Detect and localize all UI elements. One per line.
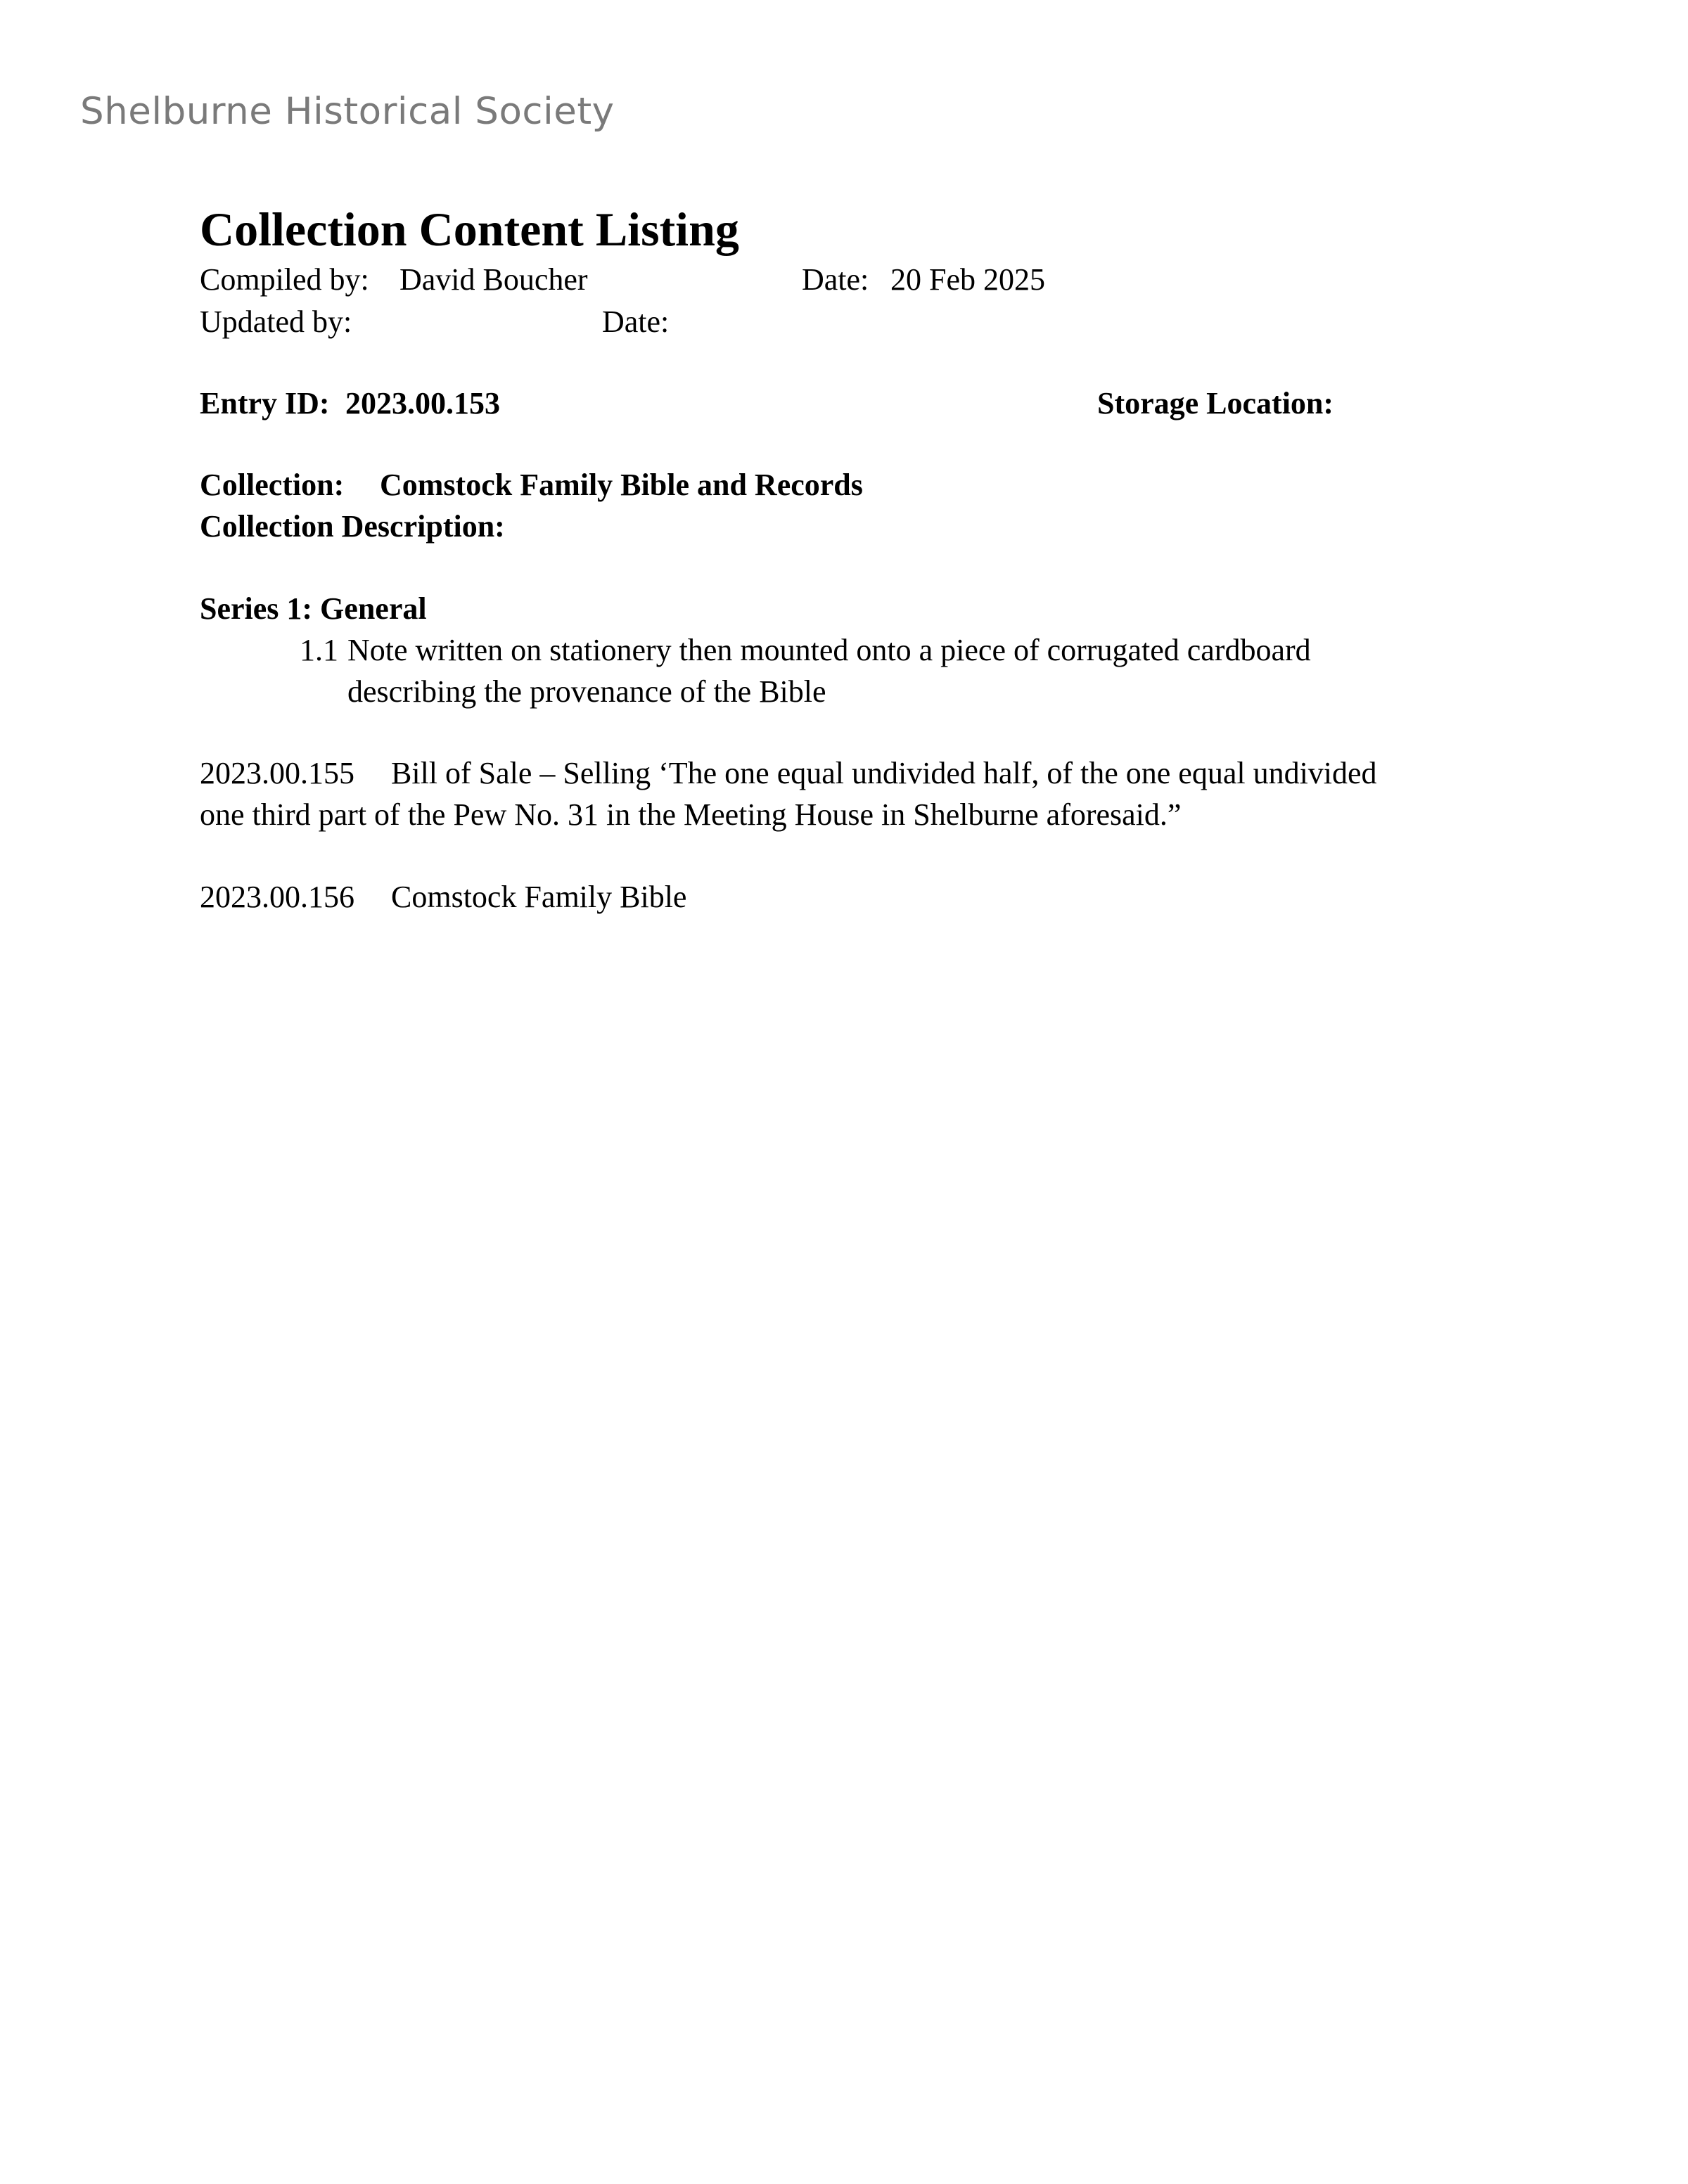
collection-label: Collection:: [200, 468, 345, 502]
updated-date-label: Date:: [602, 304, 670, 339]
entry-id: 2023.00.155: [200, 756, 354, 790]
entry-id-label: Entry ID:: [200, 386, 330, 420]
entry-text-line2: one third part of the Pew No. 31 in the Meeting House in Shelburne aforesaid.”: [200, 797, 1182, 832]
entry-text-line1: Comstock Family Bible: [391, 880, 687, 914]
series-heading: Series 1: General: [200, 591, 427, 626]
organization-header: Shelburne Historical Society: [80, 90, 615, 133]
compiled-date-value: 20 Feb 2025: [890, 262, 1045, 297]
series-item-text-line1: Note written on stationery then mounted onto a piece of corrugated cardboard: [347, 633, 1311, 667]
series-item-number: 1.1: [300, 633, 338, 667]
storage-location-label: Storage Location:: [1097, 386, 1334, 420]
compiled-date-label: Date:: [802, 262, 869, 297]
entry-text-line1: Bill of Sale – Selling ‘The one equal undivided half, of the one equal undivided: [391, 756, 1377, 790]
entry-id: 2023.00.156: [200, 880, 354, 914]
collection-description-label: Collection Description:: [200, 509, 505, 544]
updated-by-label: Updated by:: [200, 304, 352, 339]
series-item-text-line2: describing the provenance of the Bible: [347, 674, 826, 709]
compiled-by-value: David Boucher: [399, 262, 588, 297]
document-title: Collection Content Listing: [200, 203, 739, 256]
entry-id-value: 2023.00.153: [345, 386, 500, 420]
compiled-by-label: Compiled by:: [200, 262, 369, 297]
collection-value: Comstock Family Bible and Records: [380, 468, 863, 502]
